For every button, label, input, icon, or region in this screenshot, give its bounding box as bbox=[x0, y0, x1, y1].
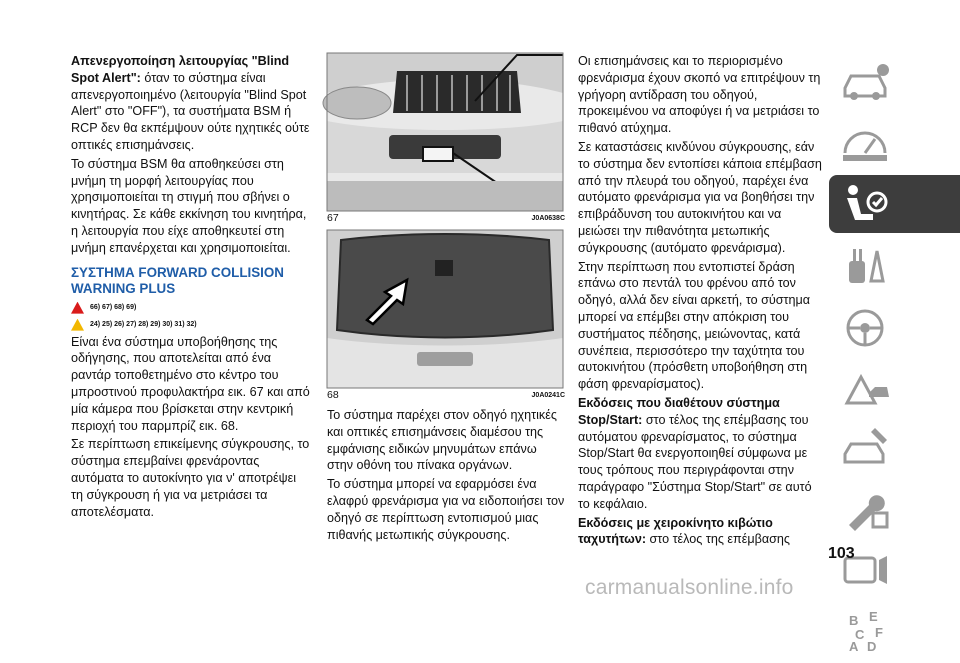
svg-text:B: B bbox=[849, 613, 859, 628]
page-number: 103 bbox=[828, 545, 855, 562]
text-column-1 bbox=[71, 53, 311, 522]
figure-68-caption bbox=[327, 388, 565, 403]
tab-technical-data[interactable] bbox=[829, 480, 960, 538]
index-letters-icon bbox=[839, 607, 893, 655]
section-title: ΣΥΣΤΗΜΑ FORWARD COLLISION WARNING PLUS bbox=[71, 264, 284, 297]
yellow-caution-triangle-icon bbox=[71, 319, 84, 331]
figure-67-caption bbox=[327, 211, 565, 226]
tab-index[interactable] bbox=[829, 602, 960, 660]
paragraph-bold-lead: Απενεργοποίηση λειτουργίας "Blind Spot Alert": bbox=[71, 54, 290, 85]
car-key-plug-icon bbox=[839, 241, 893, 289]
caution-ref-numbers: 24) 25) 26) 27) 28) 29) 30) 31) 32) bbox=[90, 320, 197, 328]
dashboard-gauge-icon bbox=[839, 119, 893, 167]
steering-wheel-icon bbox=[839, 302, 893, 350]
text-column-2 bbox=[327, 53, 565, 545]
svg-text:C: C bbox=[855, 627, 865, 642]
figure-number: 68 bbox=[327, 389, 339, 401]
svg-text:D: D bbox=[867, 639, 877, 654]
text-column-3 bbox=[578, 53, 823, 550]
paragraph-automatic-braking: Σε καταστάσεις κινδύνου σύγκρουσης, εάν το σύστημα δεν εντοπίσει κάποια επέμβαση από την πλευρά του οδηγού, παρέχει ένα αυτόματο φρενάρισμα για να βοηθήσει την επιβράδυνση του αυτοκινήτου και να μειώσει την πιθανότητα μετωπικής σύγκρουσης (αυτόματο φρενάρισμα). bbox=[578, 139, 822, 255]
figure-67-front-radar bbox=[327, 53, 563, 211]
figure-code: J0A0638C bbox=[531, 215, 565, 222]
watermark-text: carmanualsonline.info bbox=[585, 576, 794, 599]
svg-text:A: A bbox=[849, 639, 859, 654]
car-service-tools-icon bbox=[839, 424, 893, 472]
paragraph-text: στο τέλος της επέμβασης του αυτόματου φρεναρίσματος, το σύστημα Stop/Start θα ενεργοποιηθεί σύμφωνα με τους τρόπους που περιγράφονται στην παράγραφο "Σύστημα Stop/Start" σε αυτό το κεφάλαιο. bbox=[578, 412, 812, 511]
tab-car-info[interactable] bbox=[829, 53, 960, 111]
paragraph-light-braking: Το σύστημα μπορεί να εφαρμόσει ένα ελαφρύ φρενάρισμα για να ειδοποιήσει τον οδηγό σε περίπτωση εντοπισμού μιας πιθανής μετωπικής σύγκρουσης. bbox=[327, 477, 565, 542]
tab-maintenance[interactable] bbox=[829, 419, 960, 477]
windshield-camera-illustration bbox=[327, 230, 563, 388]
paragraph-blind-spot-off bbox=[71, 53, 311, 154]
wrench-tools-icon bbox=[839, 485, 893, 533]
figure-code: J0A0241C bbox=[531, 392, 565, 399]
svg-text:F: F bbox=[875, 625, 883, 640]
figure-68-windshield-camera bbox=[327, 230, 563, 388]
warning-triangle-car-icon bbox=[839, 363, 893, 411]
warning-references-red bbox=[71, 300, 311, 316]
paragraph-system-description: Είναι ένα σύστημα υποβοήθησης της οδήγησης, που αποτελείται από ένα ραντάρ τοποθετημένο στο κέντρο του μπροστινού προφυλακτήρα εικ. 67 και από μία κάμερα που βρίσκεται στην κεντρική περιοχή του παρμπρίζ εικ. 68. bbox=[71, 334, 310, 433]
paragraph-stop-start bbox=[578, 395, 823, 513]
tab-safety[interactable] bbox=[829, 175, 960, 233]
warning-ref-numbers: 66) 67) 68) 69) bbox=[90, 303, 137, 311]
warning-references-yellow bbox=[71, 317, 311, 333]
paragraph-bsm-memory: Το σύστημα BSM θα αποθηκεύσει στη μνήμη τη μορφή λειτουργίας που χρησιμοποιείται τη στιγμή που σβήνει ο κινητήρας. Σε κάθε εκκίνηση του κινητήρα, η λειτουργία που είχε αποθηκευτεί στη μνήμη επανέρχεται και χρησιμοποιείται. bbox=[71, 156, 307, 255]
tab-emergency[interactable] bbox=[829, 358, 960, 416]
chapter-tabs bbox=[829, 53, 960, 663]
paragraph-bold-lead: Εκδόσεις με χειροκίνητο κιβώτιο ταχυτήτων: bbox=[578, 515, 773, 547]
paragraph-imminent-collision: Σε περίπτωση επικείμενης σύγκρουσης, το σύστημα επεμβαίνει φρενάροντας αυτόματα το αυτοκίνητο για ν' αποτρέψει τη σύγκρουση ή για να μετριάσει τα αποτελέσματα. bbox=[71, 437, 310, 519]
car-front-bumper-illustration bbox=[327, 53, 563, 211]
safety-seat-airbag-icon bbox=[839, 180, 893, 228]
tab-dashboard[interactable] bbox=[829, 114, 960, 172]
paragraph-alerts: Το σύστημα παρέχει στον οδηγό ηχητικές και οπτικές επισημάνσεις διαμέσου της εμφάνισης ειδικών μηνυμάτων επάνω στην οθόνη του πίνακα οργάνων. bbox=[327, 408, 557, 473]
tab-steering[interactable] bbox=[829, 297, 960, 355]
paragraph-text: στο τέλος της επέμβασης bbox=[646, 532, 790, 547]
car-info-icon bbox=[839, 58, 893, 106]
figure-number: 67 bbox=[327, 212, 339, 224]
paragraph-alerts-purpose: Οι επισημάνσεις και το περιορισμένο φρενάρισμα έχουν σκοπό να επιτρέψουν τη γρήγορη αντίδραση του οδηγού, προκειμένου να αποφύγει ή να μετριάσει το πιθανό ατύχημα. bbox=[578, 54, 821, 136]
paragraph-manual-gearbox bbox=[578, 515, 823, 549]
svg-text:E: E bbox=[869, 609, 878, 624]
paragraph-text: όταν το σύστημα είναι απενεργοποιημένο (λειτουργία "Blind Spot Alert" στο "OFF"), τα συστήματα BSM ή RCP δεν θα εκπέμψουν ούτε ηχητικές ούτε οπτικές επισημάνσεις. bbox=[71, 70, 310, 152]
red-warning-triangle-icon bbox=[71, 302, 84, 314]
paragraph-bold-lead: Εκδόσεις που διαθέτουν σύστημα Stop/Start: bbox=[578, 395, 780, 427]
tab-starting-driving[interactable] bbox=[829, 236, 960, 294]
paragraph-brake-assist: Στην περίπτωση που εντοπιστεί δράση επάνω στο πεντάλ του φρένου από τον οδηγό, αλλά δεν είναι αρκετή, το σύστημα μπορεί να επέμβει στην απόκριση του συστήματος πέδησης, μειώνοντας, κατά συνέπεια, περισσότερο την ταχύτητα του αυτοκινήτου (πρόσθετη υποβοήθηση στη φάση φρεναρίσματος). bbox=[578, 259, 811, 392]
